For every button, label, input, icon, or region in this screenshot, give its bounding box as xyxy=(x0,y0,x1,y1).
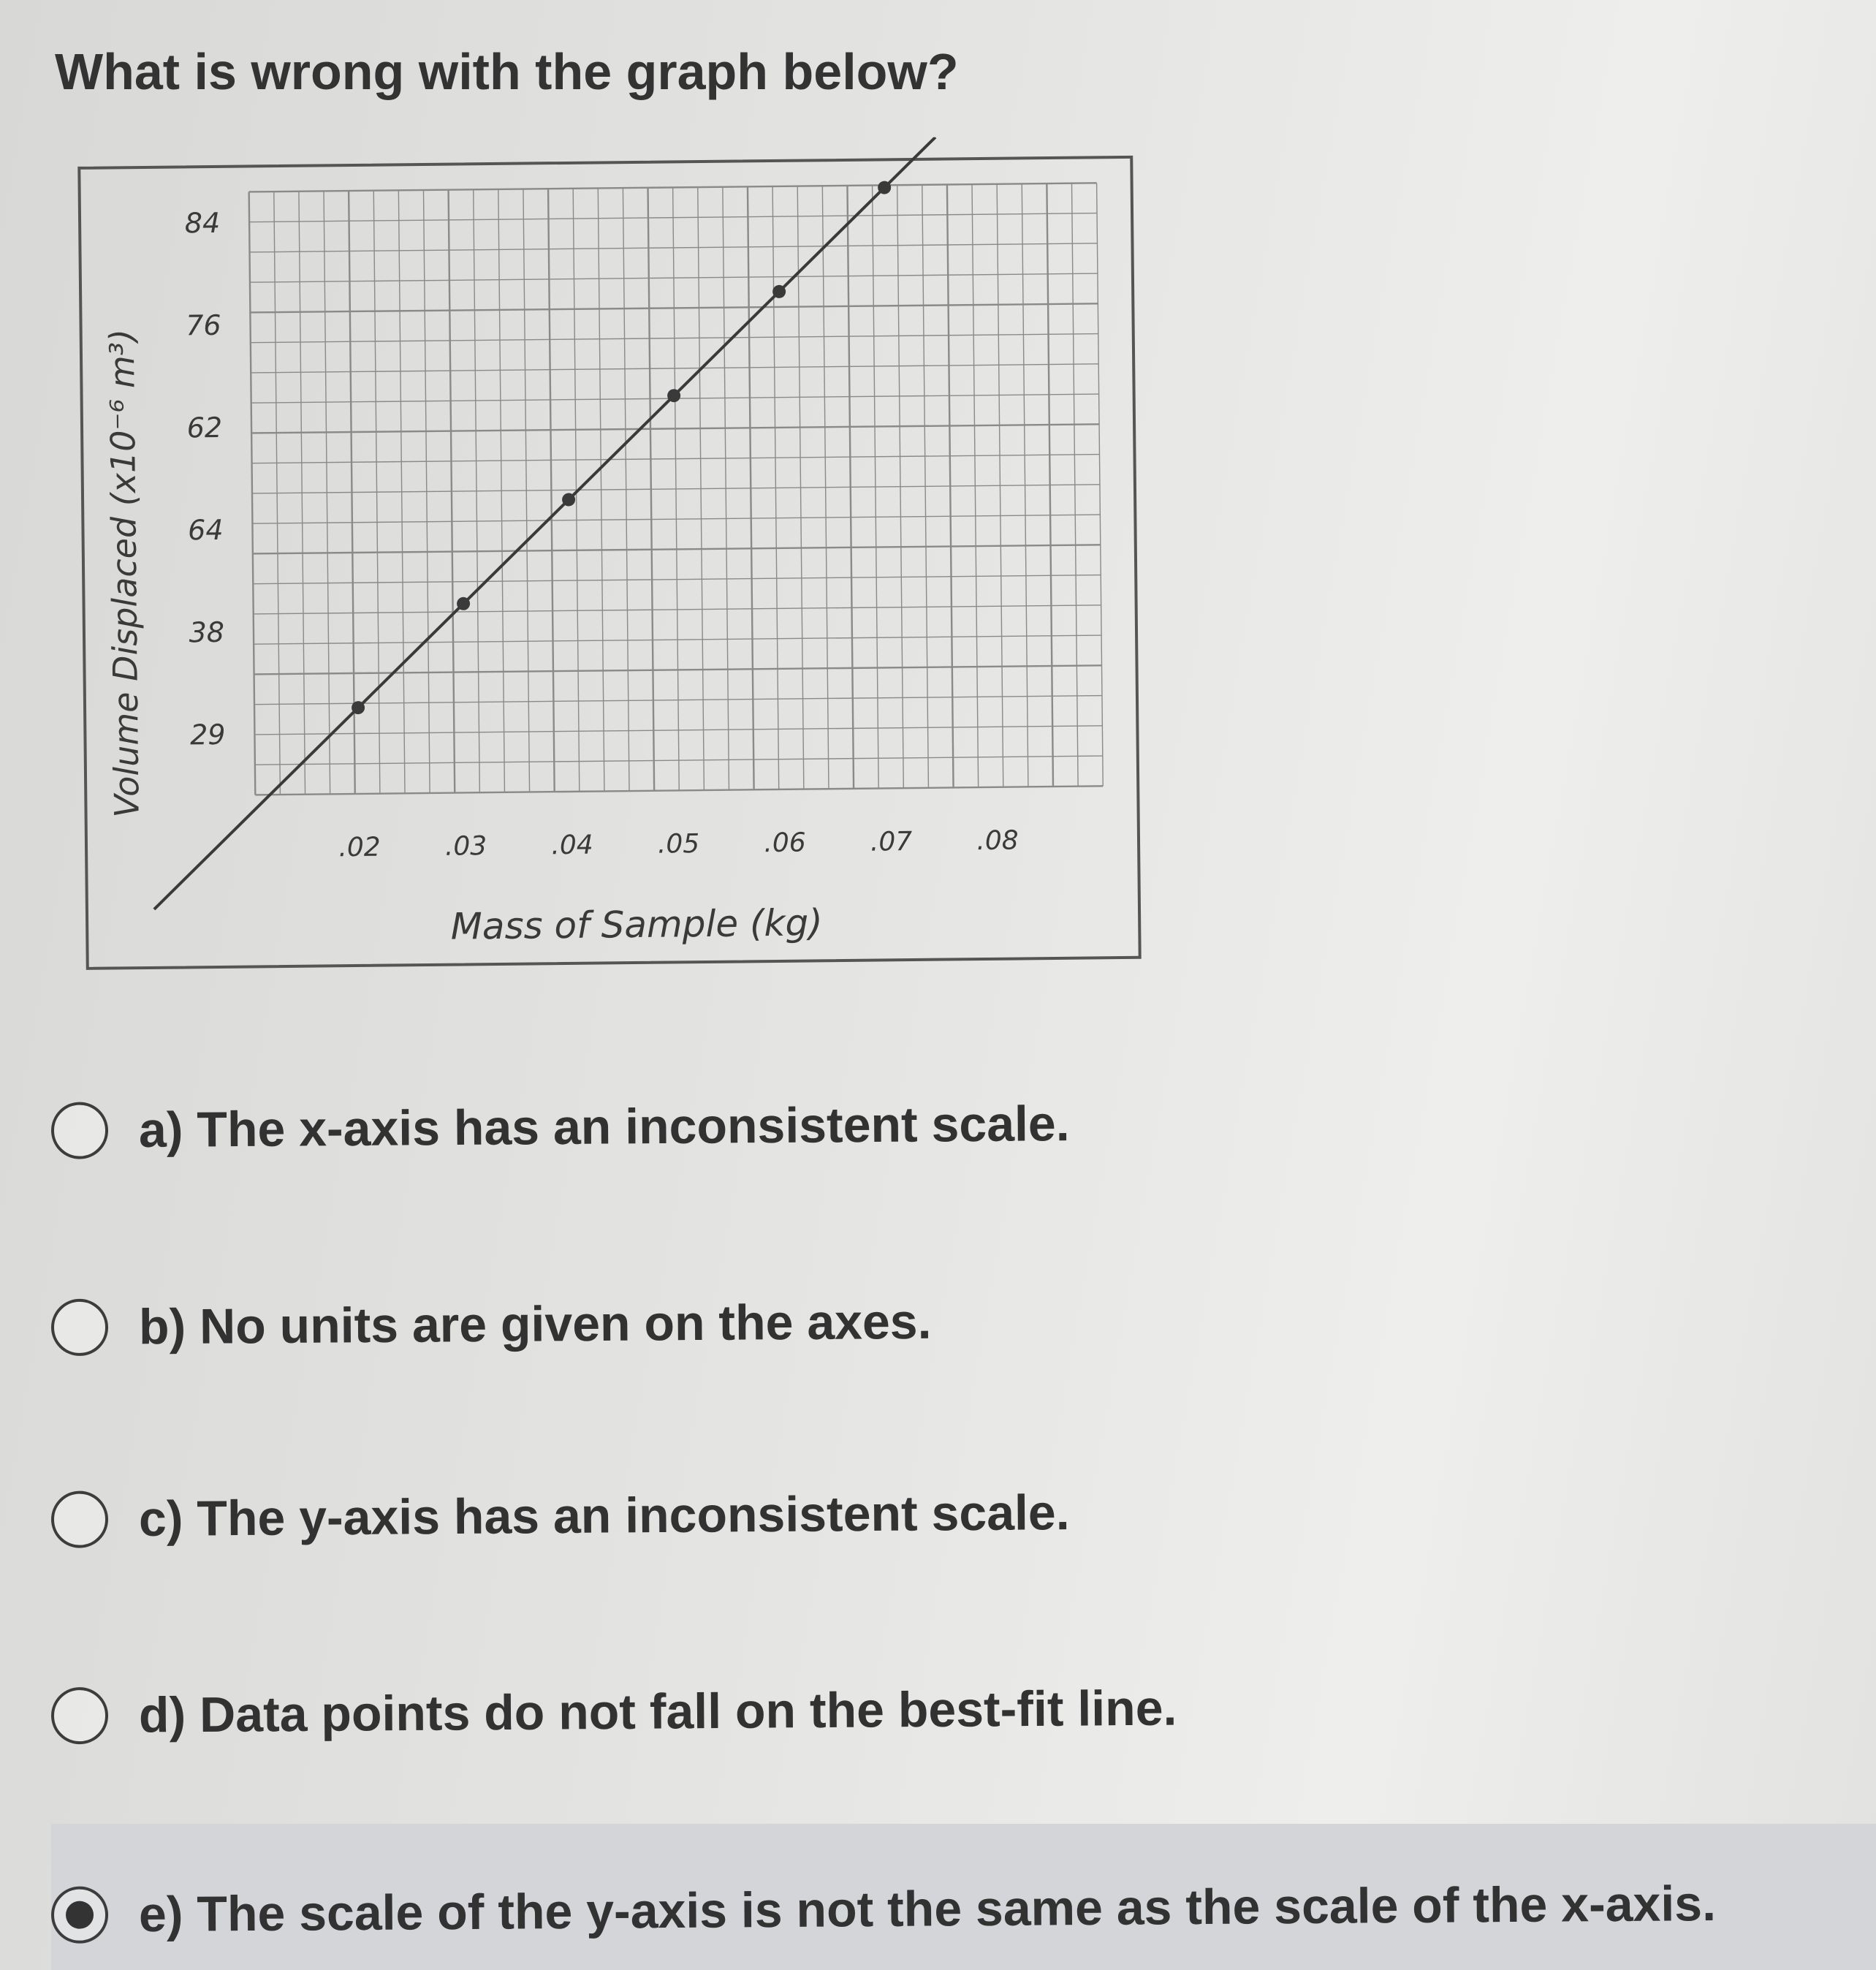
option-d[interactable] xyxy=(51,1680,1177,1745)
option-e-label: e) The scale of the y-axis is not the same as the scale of the x-axis. xyxy=(138,1876,1717,1943)
option-a[interactable] xyxy=(51,1095,1070,1159)
option-a-label: a) The x-axis has an inconsistent scale. xyxy=(138,1096,1070,1159)
radio-dot xyxy=(66,1901,94,1929)
option-c[interactable] xyxy=(51,1484,1070,1548)
x-tick-label: .04 xyxy=(551,830,593,861)
option-e[interactable] xyxy=(51,1875,1716,1944)
x-tick-label: .07 xyxy=(870,827,913,857)
option-d-label: d) Data points do not fall on the best-fit line. xyxy=(138,1680,1177,1743)
y-tick-label: 38 xyxy=(189,615,225,649)
graph-figure xyxy=(73,135,1156,987)
x-tick-label: .06 xyxy=(764,827,806,859)
y-axis-title: Volume Displaced (x10⁻⁶ m³) xyxy=(102,328,147,818)
x-tick-label: .02 xyxy=(338,832,381,863)
y-tick-label: 29 xyxy=(189,718,226,751)
radio-button[interactable] xyxy=(51,1299,109,1357)
volume-vs-mass-chart xyxy=(73,135,1156,987)
option-b-label: b) No units are given on the axes. xyxy=(138,1293,932,1355)
y-tick-label: 76 xyxy=(185,308,221,342)
radio-button[interactable] xyxy=(51,1102,109,1159)
radio-button[interactable] xyxy=(51,1490,109,1548)
x-tick-label: .03 xyxy=(444,831,487,862)
radio-button[interactable] xyxy=(51,1687,109,1745)
x-tick-label: .05 xyxy=(657,829,700,860)
option-b[interactable] xyxy=(51,1293,932,1356)
y-tick-label: 84 xyxy=(184,206,221,240)
x-axis-title: Mass of Sample (kg) xyxy=(450,901,823,948)
y-tick-label: 64 xyxy=(187,513,224,547)
y-tick-label: 62 xyxy=(186,411,223,444)
radio-button[interactable] xyxy=(51,1886,109,1944)
question-text: What is wrong with the graph below? xyxy=(55,43,959,100)
x-tick-label: .08 xyxy=(976,825,1019,857)
option-c-label: c) The y-axis has an inconsistent scale. xyxy=(138,1485,1070,1547)
